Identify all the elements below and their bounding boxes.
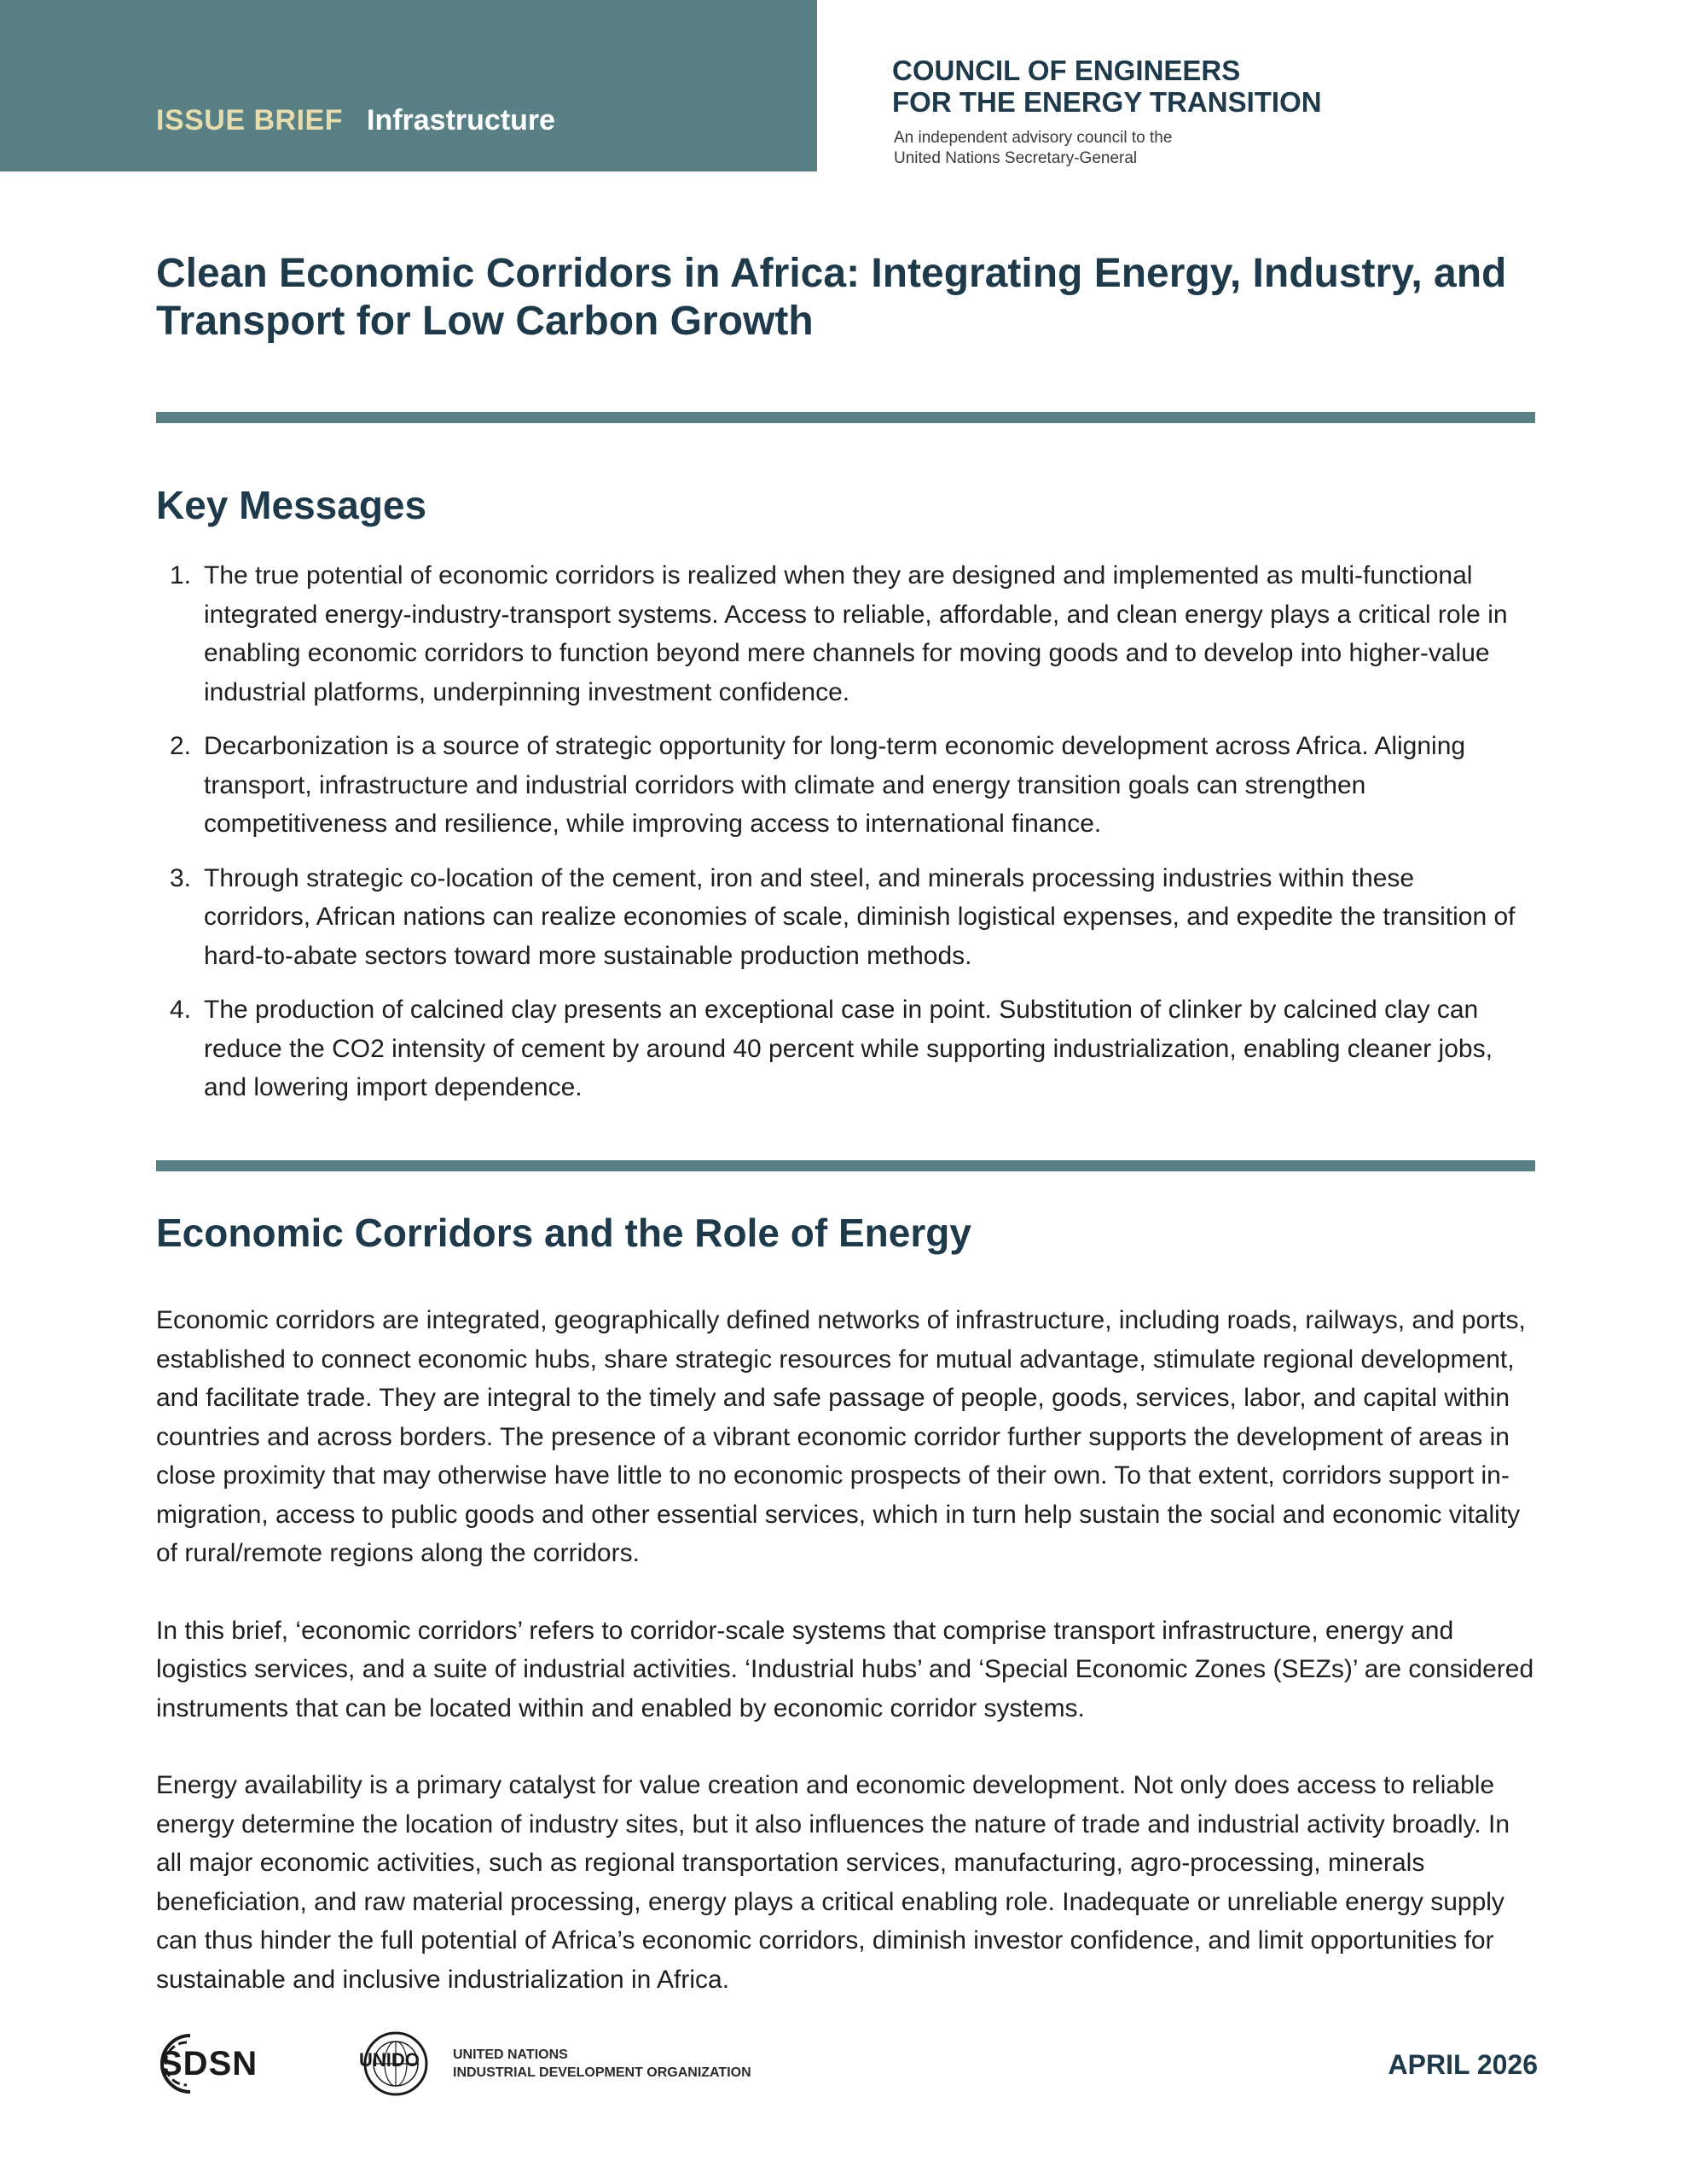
key-message-item (156, 727, 1521, 844)
header-band (0, 0, 817, 171)
key-message-text: The true potential of economic corridors is realized when they are designed and implemented as multi-functional integrated energy-industry-transport systems. Access to reliable, affordable, and clean energy plays a critical role in enabling economic corridors to function beyond mere channels for moving goods and to develop into higher-value industrial platforms, underpinning investment confidence. (204, 561, 1508, 706)
key-message-number: 1. (170, 561, 192, 590)
body-text (156, 1301, 1538, 2037)
body-paragraph: Economic corridors are integrated, geographically defined networks of infrastructure, including roads, railways, and ports, established to connect economic hubs, share strategic resources for mutual advantage, stimulate regional development, and facilitate trade. They are integral to the timely and safe passage of people, goods, services, labor, and capital within countries and across borders. The presence of a vibrant economic corridor further supports the development of areas in close proximity that may otherwise have little to no economic prospects of their own. To that extent, corridors support in-migration, access to public goods and other essential services, which in turn help sustain the social and economic vitality of rural/remote regions along the corridors. (156, 1306, 1526, 1567)
key-message-number: 3. (170, 863, 192, 892)
body-paragraph: In this brief, ‘economic corridors’ refers to corridor-scale systems that comprise transport infrastructure, energy and logistics services, and a suite of industrial activities. ‘Industrial hubs’ and ‘Special Economic Zones (SEZs)’ are considered instruments that can be located within and enabled by economic corridor systems. (156, 1616, 1534, 1722)
unido-logo (357, 2029, 751, 2099)
unido-name (453, 2046, 751, 2082)
document-title: Clean Economic Corridors in Africa: Integrating Energy, Industry, and Transport for Low Carbon Growth (156, 251, 1507, 344)
section-divider (156, 412, 1535, 423)
unido-logo-text: UNIDO (359, 2049, 420, 2071)
key-message-text: Through strategic co-location of the cement, iron and steel, and minerals processing industries within these corridors, African nations can realize economies of scale, diminish logistical expenses, and expedite the transition of hard-to-abate sectors toward more sustainable production methods. (204, 863, 1516, 970)
footer (156, 2029, 1538, 2106)
org-subtitle-line2: United Nations Secretary-General (894, 149, 1138, 167)
unido-emblem (357, 2029, 434, 2099)
sdsn-logo-text: SDSN (159, 2044, 258, 2082)
key-message-item (156, 859, 1521, 976)
unido-name-line1: UNITED NATIONS (453, 2048, 568, 2062)
body-paragraph: Energy availability is a primary catalyst for value creation and economic development. Not only does access to reliable energy determine the location of industry sites, but it also influences the nature of trade and industrial activity broadly. In all major economic activities, such as regional transportation services, manufacturing, agro-processing, minerals beneficiation, and raw material processing, energy plays a critical enabling role. Inadequate or unreliable energy supply can thus hinder the full potential of Africa’s economic corridors, diminish investor confidence, and limit opportunities for sustainable and inclusive industrialization in Africa. (156, 1771, 1510, 1994)
org-title-line1: COUNCIL OF ENGINEERS (892, 55, 1241, 86)
key-messages-heading: Key Messages (156, 483, 427, 527)
key-message-item (156, 990, 1521, 1107)
key-message-text: The production of calcined clay presents an exceptional case in point. Substitution of clinker by calcined clay can reduce the CO2 intensity of cement by around 40 percent while supporting industrialization, enabling cleaner jobs, and lowering import dependence. (204, 996, 1493, 1101)
category-label: Infrastructure (367, 104, 556, 136)
org-subtitle (894, 128, 1172, 169)
economic-corridors-heading: Economic Corridors and the Role of Energy (156, 1211, 971, 1255)
sdsn-logo (156, 2029, 258, 2099)
key-messages-list (156, 556, 1521, 1123)
issue-brief-label: ISSUE BRIEF (156, 104, 343, 136)
key-message-text: Decarbonization is a source of strategic opportunity for long-term economic development across Africa. Aligning transport, infrastructure and industrial corridors with climate and energy transition goals can strengthen competitiveness and resilience, while improving access to international finance. (204, 732, 1466, 838)
key-message-item (156, 556, 1521, 712)
key-message-number: 2. (170, 732, 192, 760)
org-subtitle-line1: An independent advisory council to the (894, 129, 1173, 147)
section-divider (156, 1160, 1535, 1171)
publication-date: APRIL 2026 (1388, 2049, 1538, 2080)
org-title (892, 55, 1322, 118)
key-message-number: 4. (170, 996, 192, 1024)
unido-name-line2: INDUSTRIAL DEVELOPMENT ORGANIZATION (453, 2065, 751, 2080)
org-title-line2: FOR THE ENERGY TRANSITION (892, 86, 1322, 118)
